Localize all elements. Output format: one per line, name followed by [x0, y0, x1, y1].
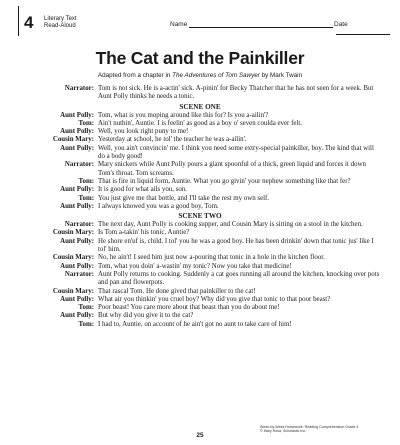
unit-label [44, 16, 84, 30]
dialogue-line [0, 112, 400, 120]
speaker-name: Cousin Mary: [52, 287, 94, 295]
unit-label-line2: Read-Aloud [44, 23, 76, 29]
footer-page-number: 25 [196, 432, 204, 439]
dialogue-line [0, 186, 400, 194]
date-field[interactable] [334, 21, 390, 35]
dialogue-line [0, 128, 400, 136]
dialogue-line [0, 221, 400, 229]
speaker-name: Aunt Polly: [60, 295, 94, 303]
header-rule [18, 6, 19, 36]
speaker-name: Cousin Mary: [52, 136, 94, 144]
speaker-name: Narrator: [64, 161, 94, 169]
speech-text: Tom, what is you moping around like this for? Is you a-ailin'? [98, 111, 269, 119]
speaker-name: Cousin Mary: [52, 229, 94, 237]
speech-text: What air you thinkin' you cruel boy? Why did you give that tonic to that poor beast? [98, 295, 331, 303]
scene-two-dialogue [0, 221, 400, 329]
unit-label-line1: Literary Text [44, 16, 77, 22]
speech-text: Well, you look right puny to me! [98, 128, 189, 136]
header-page-number: 4 [24, 13, 34, 32]
speech-text: Poor beast! You care more about that beast than you do about me! [98, 304, 280, 312]
subtitle-work: The Adventures of Tom Sawyer [172, 72, 260, 79]
dialogue-line [0, 195, 400, 203]
scene-one-dialogue [0, 112, 400, 212]
dialogue-line [0, 296, 400, 304]
date-line[interactable] [336, 28, 390, 35]
dialogue-line [0, 312, 400, 320]
speaker-name: Tom: [78, 119, 94, 127]
name-line[interactable] [189, 21, 333, 28]
dialogue-line [0, 203, 400, 211]
speech-text: The next day, Aunt Polly is cooking supper, and Cousin Mary is sitting on a stool in the kitchen. [98, 221, 363, 229]
speaker-name: Aunt Polly: [60, 186, 94, 194]
dialogue-line [0, 120, 400, 128]
speaker-name: Narrator: [64, 270, 94, 278]
dialogue-line [0, 85, 400, 102]
speech-text: Ain't nuthin', Auntie. I is feelin' as good as a boy o' seven coulda ever felt. [98, 119, 302, 127]
subtitle-suffix: by Mark Twain [259, 72, 303, 79]
intro-lines [0, 85, 400, 102]
scene-one-heading: SCENE ONE [179, 102, 221, 111]
speech-text: It is good for what ails you, son. [98, 186, 187, 194]
speech-text: Tom, what you doin' a-wastin' my tonic? Now you take that medicine! [98, 262, 292, 270]
dialogue-line [0, 254, 400, 262]
page-header [18, 6, 388, 36]
speech-text: Tom is not sick. He is a-actin' sick. A-pinin' for Becky Thatcher that he has not seen for a week. But Aunt Polly thinks he needs a tonic. [98, 85, 374, 101]
speaker-name: Narrator: [64, 221, 94, 229]
dialogue-line [0, 321, 400, 329]
speaker-name: Cousin Mary: [52, 254, 94, 262]
speaker-name: Aunt Polly: [60, 128, 94, 136]
speaker-name: Tom: [78, 320, 94, 328]
name-field[interactable] [170, 21, 333, 28]
speaker-name: Narrator: [64, 85, 94, 92]
speech-text: Yesterday at school, he tol' the teacher he was a-ailin'. [98, 136, 247, 144]
speaker-name: Tom: [78, 194, 94, 202]
dialogue-line [0, 271, 400, 288]
page-title: The Cat and the Painkiller [95, 48, 305, 68]
speaker-name: Aunt Polly: [60, 312, 94, 320]
dialogue-line [0, 136, 400, 144]
credit-line-2: © Mary Rosa, Scholastic Inc. [260, 429, 307, 434]
page-subtitle [0, 72, 400, 79]
speaker-name: Aunt Polly: [60, 237, 94, 245]
dialogue-line [0, 178, 400, 186]
speech-text: But why did you give it to the cat? [98, 312, 194, 320]
date-label: Date [334, 21, 348, 28]
speech-text: That is fire in liquid form, Auntie. What you go givin' your nephew something like that fer? [98, 177, 351, 185]
speech-text: Mary snickers while Aunt Polly pours a giant spoonful of a thick, green liquid and forces it down Tom's throat. Tom screams. [98, 161, 366, 177]
dialogue-line [0, 238, 400, 255]
dialogue-line [0, 263, 400, 271]
speech-text: You just give me that bottle, and I'll take the rest my own self. [98, 194, 270, 202]
speech-text: Is Tom a-takin' his tonic, Auntie? [98, 229, 190, 237]
speaker-name: Tom: [78, 177, 94, 185]
speaker-name: Aunt Polly: [60, 111, 94, 119]
dialogue-line [0, 145, 400, 162]
speech-text: That rascal Tom. He done gived that painkiller to the cat! [98, 287, 256, 295]
speech-text: Well, you ain't convincin' me. I think you need some extry-special painkiller, boy. The kind that will do a body good! [98, 144, 374, 161]
speech-text: He shore en'uf is, child. I tol' you he was a good boy. He has been drinkin' down that tonic jus' like I tol' him. [98, 237, 374, 254]
dialogue-line [0, 229, 400, 237]
dialogue-line [0, 304, 400, 312]
credit-line-1: Week-by-Week Homework: Reading Comprehension Grade 4 [260, 425, 359, 429]
speaker-name: Aunt Polly: [60, 262, 94, 270]
script-body [0, 85, 400, 329]
dialogue-line [0, 161, 400, 178]
speaker-name: Tom: [78, 304, 94, 312]
speaker-name: Aunt Polly: [60, 144, 94, 152]
speech-text: Aunt Polly returns to cooking. Suddenly a cat goes running all around the kitchen, knocking over pots and pan and flowerpots. [98, 270, 380, 287]
name-label: Name [170, 21, 188, 28]
speaker-name: Aunt Polly: [60, 202, 94, 210]
subtitle-prefix: Adapted from a chapter in [97, 72, 173, 79]
speech-text: I always knowed you was a good boy, Tom. [98, 202, 219, 210]
speech-text: I had to, Auntie, on account of he ain't got no aunt to take care of him! [98, 320, 292, 328]
scene-two-heading: SCENE TWO [178, 212, 222, 221]
speech-text: No, he ain't! I seed him just now a-pouring that tonic in a hole in the kitchen floor. [98, 254, 325, 262]
dialogue-line [0, 288, 400, 296]
